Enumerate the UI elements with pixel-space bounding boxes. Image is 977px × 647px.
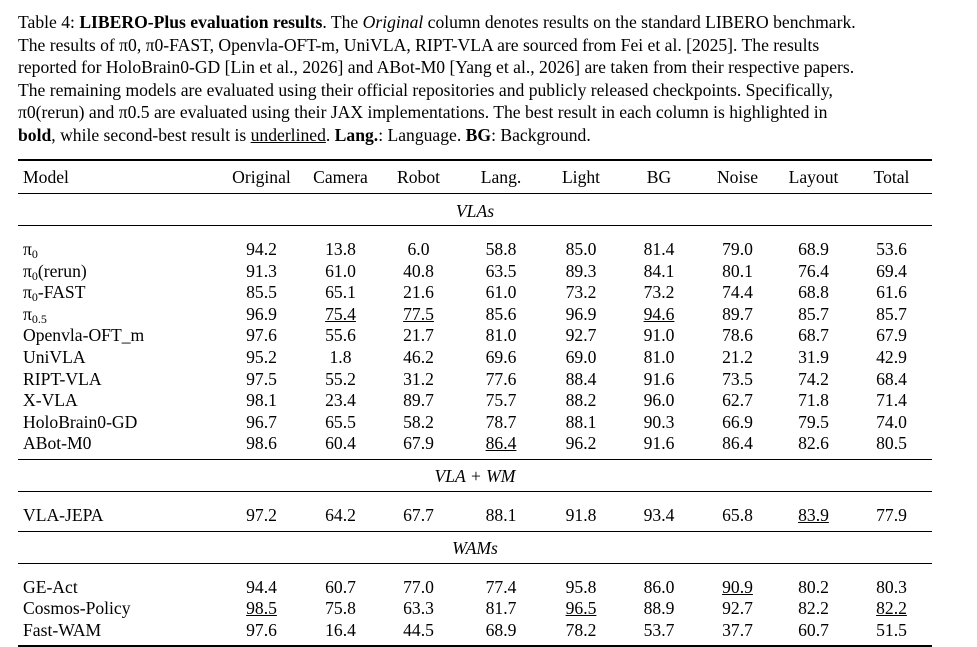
- caption-line-5: π0(rerun) and π0.5 are evaluated using their JAX implementations. The best result in each column is highlighted in: [18, 102, 828, 123]
- value-cell: 67.9: [876, 325, 907, 346]
- section-title: VLA + WM: [434, 466, 516, 487]
- model-name-cell: HoloBrain0-GD: [23, 411, 138, 432]
- caption-label: Table 4:: [18, 12, 75, 32]
- value-cell: 97.2: [246, 504, 277, 525]
- value-cell: 76.4: [798, 260, 829, 281]
- value-cell: 68.9: [798, 239, 829, 259]
- value-cell: 79.5: [798, 411, 829, 432]
- value-cell: 92.7: [565, 325, 597, 346]
- value-cell: 96.7: [246, 411, 277, 432]
- value-cell: 73.2: [565, 282, 597, 303]
- value-cell: 60.7: [325, 576, 356, 597]
- value-cell: 91.3: [246, 260, 277, 281]
- value-cell: 73.2: [643, 282, 675, 303]
- value-cell: 68.9: [485, 619, 517, 640]
- value-cell: 71.4: [876, 390, 907, 411]
- value-cell: 91.8: [565, 504, 597, 525]
- model-name-cell: ABot-M0: [23, 433, 92, 454]
- table-row: [18, 567, 932, 599]
- value-cell: 21.7: [403, 325, 434, 346]
- value-cell: 73.5: [722, 368, 753, 389]
- column-header-camera: Camera: [313, 167, 368, 187]
- header-rule: [18, 193, 932, 194]
- value-cell: 80.1: [722, 260, 753, 281]
- value-cell: 94.4: [246, 576, 277, 597]
- value-cell: 69.6: [485, 346, 517, 367]
- caption-line-6: bold, while second-best result is underlined. Lang.: Language. BG: Background.: [18, 124, 591, 145]
- value-cell: 53.6: [876, 239, 907, 259]
- value-cell: 92.7: [722, 598, 753, 619]
- value-cell: 68.7: [798, 325, 829, 346]
- column-header-robot: Robot: [396, 167, 440, 187]
- value-cell: 62.7: [722, 390, 753, 411]
- section-header-row: [18, 193, 932, 229]
- value-cell: 55.2: [325, 368, 356, 389]
- value-cell: 81.0: [643, 346, 675, 367]
- model-name-cell: X-VLA: [23, 390, 78, 411]
- value-cell: 85.6: [485, 303, 517, 324]
- caption-line-2: The results of π0, π0-FAST, Openvla-OFT-m, UniVLA, RIPT-VLA are sourced from Fei et al. [2025]. The results: [18, 34, 820, 55]
- column-header-light: Light: [561, 167, 601, 187]
- value-cell: 86.4: [485, 433, 517, 454]
- model-name-cell: $\pi_0$: [23, 239, 38, 261]
- value-cell: 74.2: [798, 368, 829, 389]
- value-cell: 86.4: [722, 433, 753, 454]
- value-cell: 75.8: [325, 598, 356, 619]
- table-row: [18, 347, 932, 369]
- value-cell: 91.6: [643, 433, 675, 454]
- caption-title: LIBERO-Plus evaluation results: [79, 12, 323, 32]
- table-row: [18, 304, 932, 326]
- value-cell: 88.1: [485, 504, 517, 525]
- value-cell: 58.2: [403, 411, 434, 432]
- value-cell: 97.5: [246, 368, 277, 389]
- model-name-cell: GE-Act: [23, 576, 78, 597]
- value-cell: 88.1: [565, 411, 597, 432]
- value-cell: 85.7: [798, 303, 829, 324]
- value-cell: 90.9: [722, 576, 753, 597]
- value-cell: 60.4: [325, 433, 356, 454]
- model-name-cell: Openvla-OFT_m: [23, 325, 145, 346]
- table-row: [18, 282, 932, 304]
- value-cell: 68.8: [798, 282, 829, 303]
- value-cell: 67.7: [403, 504, 434, 525]
- value-cell: 98.6: [246, 433, 277, 454]
- value-cell: 85.5: [246, 282, 277, 303]
- value-cell: 81.4: [643, 239, 675, 259]
- value-cell: 88.9: [643, 598, 675, 619]
- value-cell: 67.9: [403, 433, 434, 454]
- value-cell: 86.0: [643, 576, 675, 597]
- model-name-cell: $\pi_0$-FAST: [23, 282, 86, 305]
- value-cell: 96.0: [643, 390, 675, 411]
- value-cell: 96.5: [565, 598, 597, 619]
- value-cell: 65.5: [325, 411, 356, 432]
- value-cell: 81.7: [485, 598, 517, 619]
- value-cell: 85.7: [876, 303, 907, 324]
- value-cell: 98.1: [246, 390, 277, 411]
- table-header-row: [18, 162, 932, 193]
- value-cell: 96.9: [246, 303, 277, 324]
- value-cell: 65.8: [722, 504, 753, 525]
- table-row: [18, 412, 932, 434]
- model-name-cell: Cosmos-Policy: [23, 598, 131, 619]
- value-cell: 40.8: [403, 260, 434, 281]
- table-row: [18, 620, 932, 646]
- value-cell: 93.4: [643, 504, 675, 525]
- value-cell: 69.0: [565, 346, 597, 367]
- value-cell: 63.5: [485, 260, 517, 281]
- model-name-cell: RIPT-VLA: [23, 368, 102, 389]
- value-cell: 37.7: [722, 619, 753, 640]
- table-row: [18, 325, 932, 347]
- results-table: [18, 162, 932, 645]
- value-cell: 89.7: [403, 390, 434, 411]
- value-cell: 31.9: [798, 346, 829, 367]
- value-cell: 51.5: [876, 619, 907, 640]
- value-cell: 96.2: [565, 433, 597, 454]
- column-header-original: Original: [232, 167, 291, 187]
- value-cell: 21.2: [722, 346, 753, 367]
- table-row: [18, 261, 932, 283]
- value-cell: 77.6: [485, 368, 517, 389]
- value-cell: 71.8: [798, 390, 829, 411]
- model-name-cell: UniVLA: [23, 346, 86, 367]
- value-cell: 68.4: [876, 368, 907, 389]
- section-title: WAMs: [452, 538, 498, 559]
- value-cell: 88.2: [565, 390, 597, 411]
- table-body: [18, 193, 932, 645]
- table-top-rule: [18, 159, 932, 161]
- value-cell: 77.4: [485, 576, 517, 597]
- section-rule: [18, 563, 932, 564]
- value-cell: 21.6: [403, 282, 434, 303]
- value-cell: 97.6: [246, 325, 277, 346]
- value-cell: 6.0: [407, 239, 430, 259]
- column-header-model: Model: [23, 167, 69, 187]
- column-header-total: Total: [873, 167, 910, 187]
- value-cell: 46.2: [403, 346, 434, 367]
- section-header-row: [18, 531, 932, 567]
- section-rule: [18, 225, 932, 226]
- value-cell: 91.0: [643, 325, 675, 346]
- column-header-lang: Lang.: [480, 167, 522, 187]
- value-cell: 95.2: [246, 346, 277, 367]
- value-cell: 58.8: [485, 239, 517, 259]
- value-cell: 79.0: [722, 239, 753, 259]
- value-cell: 61.0: [325, 260, 356, 281]
- value-cell: 75.7: [485, 390, 517, 411]
- section-header-row: [18, 459, 932, 495]
- value-cell: 88.4: [565, 368, 597, 389]
- value-cell: 89.7: [722, 303, 753, 324]
- value-cell: 82.2: [876, 598, 907, 619]
- value-cell: 82.2: [798, 598, 829, 619]
- value-cell: 94.2: [246, 239, 277, 259]
- caption-line-3: reported for HoloBrain0-GD [Lin et al., 2026] and ABot-M0 [Yang et al., 2026] are taken from their respective papers.: [18, 57, 855, 78]
- value-cell: 55.6: [325, 325, 356, 346]
- value-cell: 98.5: [246, 598, 277, 619]
- value-cell: 96.9: [565, 303, 597, 324]
- value-cell: 42.9: [876, 346, 907, 367]
- value-cell: 80.3: [876, 576, 907, 597]
- value-cell: 74.0: [876, 411, 907, 432]
- value-cell: 74.4: [722, 282, 753, 303]
- value-cell: 82.6: [798, 433, 829, 454]
- value-cell: 83.9: [798, 504, 829, 525]
- section-title: VLAs: [455, 200, 495, 221]
- value-cell: 16.4: [325, 619, 356, 640]
- value-cell: 90.3: [643, 411, 675, 432]
- value-cell: 78.6: [722, 325, 753, 346]
- value-cell: 77.9: [876, 504, 907, 525]
- column-header-layout: Layout: [788, 167, 839, 187]
- caption-line-1: Table 4: LIBERO-Plus evaluation results. The Original column denotes results on the standard LIBERO benchmark.: [18, 12, 856, 32]
- value-cell: 78.2: [565, 619, 597, 640]
- section-rule: [18, 459, 932, 460]
- value-cell: 65.1: [325, 282, 356, 303]
- value-cell: 91.6: [643, 368, 675, 389]
- value-cell: 95.8: [565, 576, 597, 597]
- value-cell: 97.6: [246, 619, 277, 640]
- value-cell: 60.7: [798, 619, 829, 640]
- value-cell: 94.6: [643, 303, 675, 324]
- section-rule: [18, 531, 932, 532]
- table-row: [18, 369, 932, 391]
- table-row: [18, 598, 932, 620]
- value-cell: 77.0: [403, 576, 434, 597]
- value-cell: 85.0: [565, 239, 597, 259]
- caption-line-4: The remaining models are evaluated using their official repositories and publicly released checkpoints. Specifically,: [18, 79, 833, 100]
- table-row: [18, 390, 932, 412]
- value-cell: 63.3: [403, 598, 434, 619]
- value-cell: 81.0: [485, 325, 517, 346]
- value-cell: 66.9: [722, 411, 753, 432]
- value-cell: 53.7: [643, 619, 675, 640]
- value-cell: 44.5: [403, 619, 434, 640]
- value-cell: 13.8: [325, 239, 356, 259]
- value-cell: 69.4: [876, 260, 907, 281]
- table-row: [18, 433, 932, 459]
- column-header-bg: BG: [646, 167, 672, 187]
- value-cell: 77.5: [403, 303, 434, 324]
- value-cell: 61.6: [876, 282, 907, 303]
- value-cell: 75.4: [325, 303, 356, 324]
- value-cell: 31.2: [403, 368, 434, 389]
- value-cell: 89.3: [565, 260, 597, 281]
- value-cell: 1.8: [329, 346, 352, 367]
- column-header-noise: Noise: [716, 167, 759, 187]
- model-name-cell: $\pi_0(rerun)$: [23, 260, 87, 283]
- value-cell: 78.7: [485, 411, 517, 432]
- model-name-cell: VLA-JEPA: [23, 504, 104, 525]
- value-cell: 80.5: [876, 433, 907, 454]
- section-rule: [18, 491, 932, 492]
- value-cell: 84.1: [643, 260, 675, 281]
- value-cell: 61.0: [485, 282, 517, 303]
- value-cell: 64.2: [325, 504, 356, 525]
- table-caption: [18, 11, 948, 147]
- model-name-cell: $\pi_{0.5}$: [23, 303, 47, 326]
- value-cell: 23.4: [325, 390, 356, 411]
- table-row: [18, 495, 932, 531]
- value-cell: 80.2: [798, 576, 829, 597]
- model-name-cell: Fast-WAM: [23, 619, 102, 640]
- table-row: [18, 229, 932, 261]
